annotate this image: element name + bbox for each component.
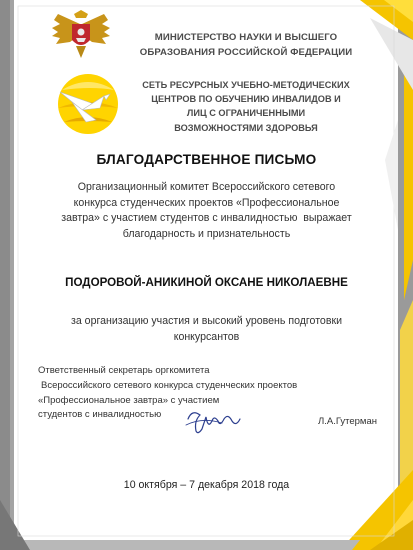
handwritten-signature (182, 407, 244, 437)
ministry-line: ОБРАЗОВАНИЯ РОССИЙСКОЙ ФЕДЕРАЦИИ (139, 47, 353, 58)
ministry-line: МИНИСТЕРСТВО НАУКИ И ВЫСШЕГО (154, 32, 338, 43)
network-line: ВОЗМОЖНОСТЯМИ ЗДОРОВЬЯ (174, 122, 318, 133)
signature-line: Всероссийского сетевого конкурса студенческих проектов (41, 379, 298, 391)
signature-line: «Профессиональное завтра» с участием (38, 394, 220, 406)
recipient-name: ПОДОРОВОЙ-АНИКИНОЙ ОКСАНЕ НИКОЛАЕВНЕ (65, 276, 348, 289)
body-line: Организационный комитет Всероссийского сетевого (77, 181, 336, 193)
ministry-name (130, 30, 362, 60)
event-dates: 10 октября – 7 декабря 2018 года (123, 479, 290, 491)
signer-name: Л.А.Гутерман (318, 416, 377, 427)
network-line: ЦЕНТРОВ ПО ОБУЧЕНИЮ ИНВАЛИДОВ И (151, 94, 341, 105)
purpose-line: конкурсантов (173, 330, 240, 343)
signature-line: Ответственный секретарь оргкомитета (38, 365, 210, 376)
network-line: ЛИЦ С ОГРАНИЧЕННЫМИ (186, 108, 306, 119)
body-line: конкурса студенческих проектов «Профессиональное (73, 196, 340, 209)
yellow-globe-dove-logo-icon (52, 70, 124, 138)
signature-line: студентов с инвалидностью (38, 409, 162, 421)
body-line: благодарность и признательность (122, 227, 291, 240)
letter-title: БЛАГОДАРСТВЕННОЕ ПИСЬМО (96, 152, 317, 167)
russian-coat-of-arms-icon (50, 10, 112, 62)
letter-body (52, 180, 361, 242)
purpose-line: за организацию участия и высокий уровень подготовки (70, 315, 342, 327)
letter-purpose (40, 314, 373, 345)
network-name (130, 78, 362, 135)
network-line: СЕТЬ РЕСУРСНЫХ УЧЕБНО-МЕТОДИЧЕСКИХ (142, 80, 350, 90)
body-line: завтра» с участием студентов с инвалидностью выражает (61, 212, 352, 225)
